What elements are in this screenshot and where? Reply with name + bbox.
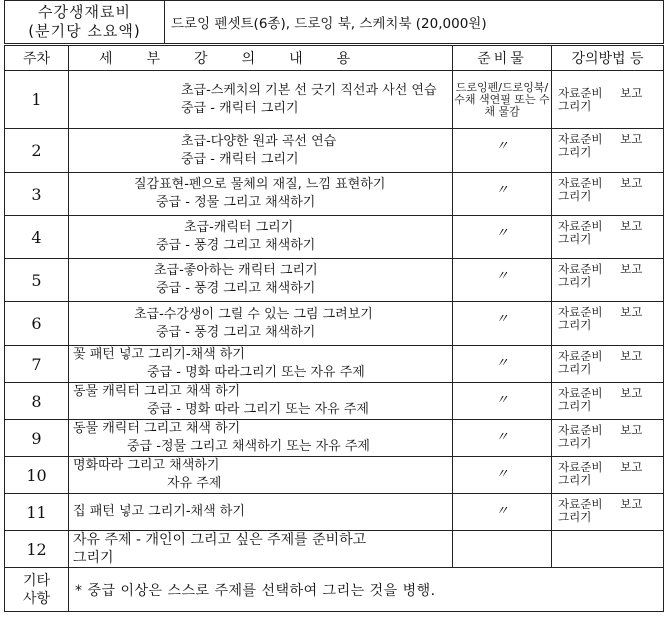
materials-cell: 〃 — [453, 346, 552, 383]
method-cell — [552, 457, 664, 494]
lecture-content-line2: 중급 -정물 그리고 채색하기 또는 자유 주제 — [127, 439, 370, 454]
week-number: 12 — [5, 531, 69, 568]
lecture-content — [69, 259, 453, 302]
lecture-content — [69, 383, 453, 420]
note-label-line2: 사항 — [22, 590, 51, 607]
method-cell — [552, 494, 664, 531]
materials-cost-value: 드로잉 펜셋트(6종), 드로잉 북, 스케치북 (20,000원) — [165, 1, 664, 45]
method-cell — [552, 531, 664, 568]
lecture-content — [69, 302, 453, 346]
note-label-line1: 기타 — [22, 572, 51, 589]
table-row — [5, 216, 664, 259]
lecture-content-line2: 중급 - 캐릭터 그리기 — [181, 151, 299, 167]
lecture-content-line1: 동물 캐릭터 그리고 채색 하기 — [73, 384, 241, 399]
lecture-content-line1: 집 패턴 넣고 그리기-채색 하기 — [73, 504, 245, 519]
method-text: 자료준비 보고 그리기 — [558, 497, 643, 524]
lecture-content-line2: 중급 - 풍경 그리고 채색하기 — [156, 281, 316, 296]
lecture-content — [69, 531, 453, 568]
materials-cost-label-line1: 수강생재료비 — [38, 3, 131, 21]
method-text: 자료준비 보고 그리기 — [558, 386, 643, 413]
materials-cell: 〃 — [453, 302, 552, 346]
week-number: 9 — [5, 420, 69, 457]
column-header-content: 세부강의내용 — [69, 45, 453, 71]
lecture-content-line1: 동물 캐릭터 그리고 채색 하기 — [73, 421, 241, 436]
table-row — [5, 346, 664, 383]
materials-cell: 〃 — [453, 129, 552, 173]
lecture-content-line2: 중급 - 풍경 그리고 채색하기 — [156, 238, 316, 253]
lecture-content-line1: 초급-좋아하는 캐릭터 그리기 — [154, 263, 318, 278]
table-row — [5, 173, 664, 216]
lecture-content-line2: 자유 주제 — [167, 476, 222, 491]
materials-cell: 드로잉펜/드로잉북/수채 색연필 또는 수채 물감 — [453, 71, 552, 129]
lecture-content — [69, 457, 453, 494]
method-cell — [552, 129, 664, 173]
week-rows — [5, 71, 664, 568]
lecture-content-line2: 그리기 — [73, 550, 114, 566]
materials-cell — [453, 531, 552, 568]
week-number: 2 — [5, 129, 69, 173]
week-number: 10 — [5, 457, 69, 494]
lecture-content-line2: 중급 - 정물 그리고 채색하기 — [156, 195, 316, 210]
column-header-materials: 준비물 — [453, 45, 552, 71]
note-row — [5, 568, 664, 612]
materials-cost-label — [5, 1, 165, 45]
lecture-content-line2: 중급 - 명화 따라 그리기 또는 자유 주제 — [147, 402, 369, 417]
lecture-content — [69, 494, 453, 531]
method-text: 자료준비 보고 그리기 — [558, 262, 643, 289]
method-text: 자료준비 보고 그리기 — [558, 305, 643, 332]
lecture-content — [69, 216, 453, 259]
week-number: 3 — [5, 173, 69, 216]
table-row — [5, 129, 664, 173]
method-cell — [552, 302, 664, 346]
lecture-content — [69, 71, 453, 129]
table-row — [5, 531, 664, 568]
materials-cell: 〃 — [453, 259, 552, 302]
method-cell — [552, 259, 664, 302]
lecture-content-line1: 질감표현-펜으로 물체의 재질, 느낌 표현하기 — [134, 177, 386, 192]
materials-cell: 〃 — [453, 494, 552, 531]
method-text: 자료준비 보고 그리기 — [558, 85, 643, 113]
week-number: 1 — [5, 71, 69, 129]
lecture-content — [69, 173, 453, 216]
materials-cost-label-line2: (분기당 소요액) — [28, 22, 141, 40]
table-row — [5, 383, 664, 420]
week-number: 11 — [5, 494, 69, 531]
column-header-week: 주차 — [5, 45, 69, 71]
lecture-content-line1: 초급-수강생이 그릴 수 있는 그림 그려보기 — [134, 306, 373, 322]
column-header-row — [5, 45, 664, 71]
method-cell — [552, 216, 664, 259]
note-label — [5, 568, 69, 612]
table-row — [5, 457, 664, 494]
week-number: 5 — [5, 259, 69, 302]
table-row — [5, 302, 664, 346]
week-number: 6 — [5, 302, 69, 346]
method-text: 자료준비 보고 그리기 — [558, 423, 643, 450]
note-text: * 중급 이상은 스스로 주제를 선택하여 그리는 것을 병행. — [69, 568, 664, 612]
lecture-content-line1: 초급-스케치의 기본 선 긋기 직선과 사선 연습 — [181, 82, 437, 98]
lecture-content — [69, 129, 453, 173]
lecture-content-line1: 초급-다양한 원과 곡선 연습 — [181, 133, 337, 149]
week-number: 8 — [5, 383, 69, 420]
materials-cell: 〃 — [453, 420, 552, 457]
method-cell — [552, 383, 664, 420]
materials-cost-row — [5, 1, 664, 45]
column-header-method: 강의방법 등 — [552, 45, 664, 71]
lecture-content — [69, 420, 453, 457]
method-text: 자료준비 보고 그리기 — [558, 132, 643, 159]
method-cell — [552, 420, 664, 457]
lecture-content-line1: 초급-캐릭터 그리기 — [184, 220, 294, 235]
materials-cell: 〃 — [453, 173, 552, 216]
lecture-content-line2: 중급 - 풍경 그리고 채색하기 — [156, 324, 316, 340]
lecture-plan-table — [4, 0, 664, 612]
lecture-content-line1: 자유 주제 - 개인이 그리고 싶은 주제를 준비하고 — [73, 532, 367, 548]
week-number: 7 — [5, 346, 69, 383]
method-cell — [552, 346, 664, 383]
method-text: 자료준비 보고 그리기 — [558, 349, 643, 376]
method-text: 자료준비 보고 그리기 — [558, 460, 643, 487]
week-number: 4 — [5, 216, 69, 259]
materials-cell: 〃 — [453, 216, 552, 259]
table-row — [5, 259, 664, 302]
materials-cell: 〃 — [453, 383, 552, 420]
table-row — [5, 71, 664, 129]
method-text: 자료준비 보고 그리기 — [558, 219, 643, 246]
lecture-content-line1: 명화따라 그리고 채색하기 — [73, 458, 220, 473]
lecture-content-line2: 중급 - 캐릭터 그리기 — [181, 100, 299, 116]
method-text: 자료준비 보고 그리기 — [558, 176, 643, 203]
method-cell — [552, 173, 664, 216]
method-cell — [552, 71, 664, 129]
lecture-content — [69, 346, 453, 383]
lecture-content-line1: 꽃 패턴 넣고 그리기-채색 하기 — [73, 347, 245, 362]
table-row — [5, 494, 664, 531]
materials-cell: 〃 — [453, 457, 552, 494]
table-row — [5, 420, 664, 457]
lecture-content-line2: 중급 - 명화 따라그리기 또는 자유 주제 — [147, 365, 365, 380]
